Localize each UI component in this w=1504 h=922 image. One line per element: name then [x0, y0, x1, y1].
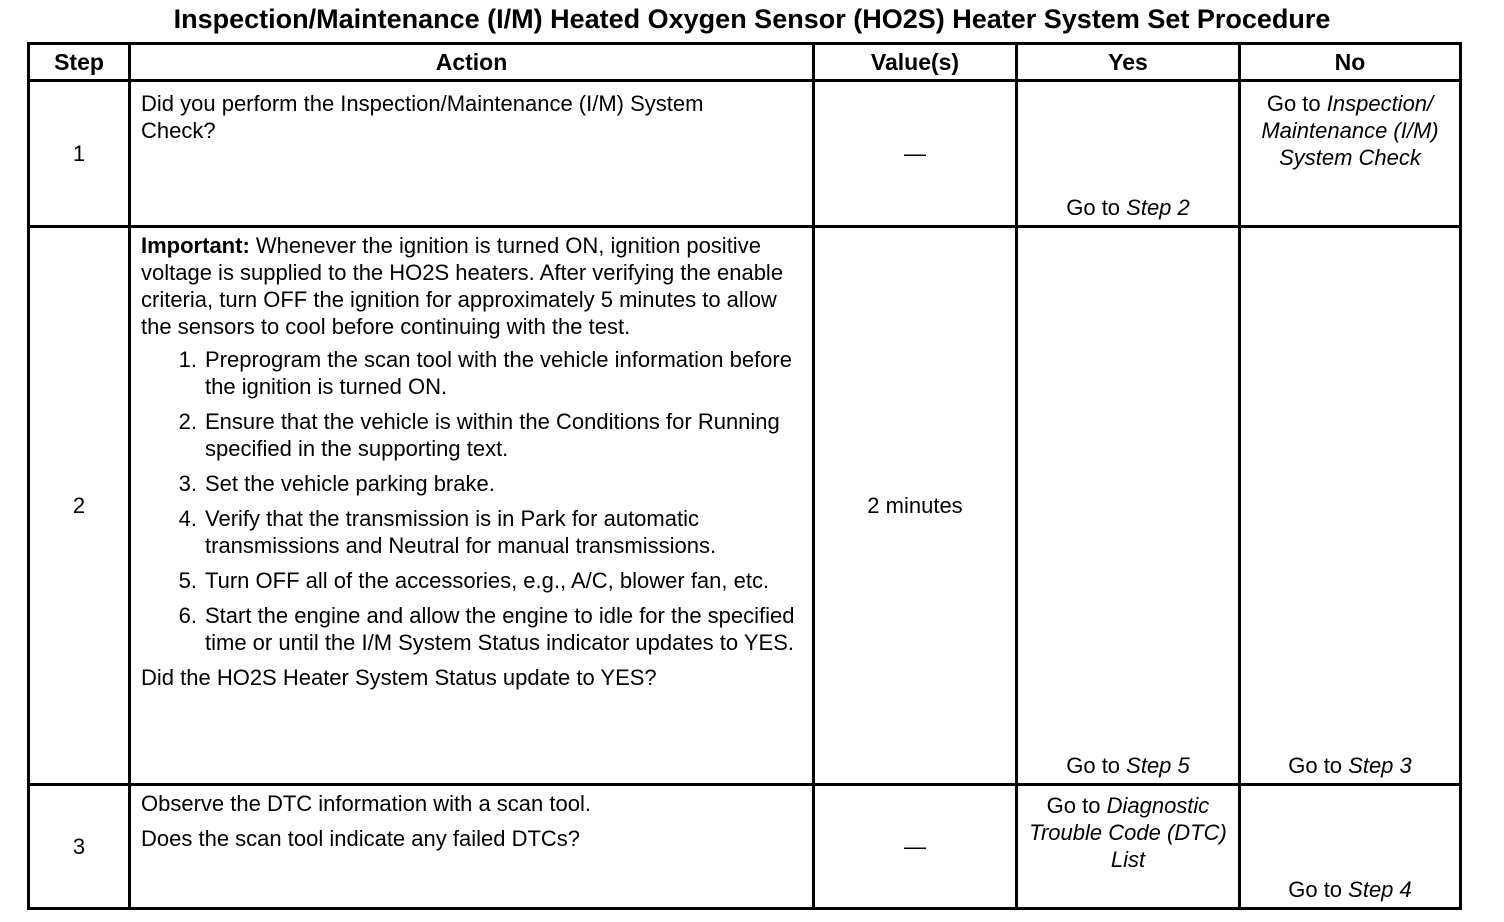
yes-link[interactable]: Go to Diagnostic Trouble Code (DTC) List	[1029, 793, 1227, 872]
table-row	[29, 81, 1461, 227]
substep-list	[141, 346, 802, 656]
yes-cell	[1017, 785, 1240, 909]
no-cell	[1240, 227, 1461, 785]
step-number: 1	[29, 81, 130, 227]
action-text: Observe the DTC information with a scan tool.	[141, 791, 591, 816]
header-no: No	[1240, 44, 1461, 81]
header-action: Action	[130, 44, 814, 81]
step-number: 3	[29, 785, 130, 909]
no-cell	[1240, 785, 1461, 909]
question-text: Does the scan tool indicate any failed DTCs?	[141, 826, 581, 851]
list-item: 3. Set the vehicle parking brake.	[178, 471, 495, 496]
action-text: Did you perform the Inspection/Maintenance (I/M) System Check?	[141, 91, 704, 143]
yes-cell	[1017, 227, 1240, 785]
important-note	[141, 232, 802, 340]
yes-link[interactable]: Go to Step 5	[1066, 753, 1190, 778]
important-text: Whenever the ignition is turned ON, ignition positive voltage is supplied to the HO2S heaters. After verifying the enable criteria, turn OFF the ignition for approximately 5 minutes to allow the sensors to cool before continuing with the test.	[141, 233, 784, 339]
action-cell	[130, 227, 814, 785]
header-step: Step	[29, 44, 130, 81]
value-cell: 2 minutes	[814, 227, 1017, 785]
step-number: 2	[29, 227, 130, 785]
page-title: Inspection/Maintenance (I/M) Heated Oxygen Sensor (HO2S) Heater System Set Procedure	[173, 4, 1331, 34]
table-row	[29, 227, 1461, 785]
list-item: 6. Start the engine and allow the engine to idle for the specified time or until the I/M System Status indicator updates to YES.	[178, 603, 795, 655]
no-link[interactable]: Go to Step 4	[1288, 877, 1412, 902]
no-link[interactable]: Go to Inspection/ Maintenance (I/M) System Check	[1261, 91, 1439, 170]
header-row	[29, 44, 1461, 81]
value-cell: —	[814, 81, 1017, 227]
value-cell: —	[814, 785, 1017, 909]
question-text: Did the HO2S Heater System Status update to YES?	[141, 665, 657, 690]
important-label: Important:	[141, 233, 250, 258]
action-cell	[130, 785, 814, 909]
yes-link[interactable]: Go to Step 2	[1066, 195, 1190, 220]
procedure-table	[27, 42, 1462, 910]
list-item: 5. Turn OFF all of the accessories, e.g., A/C, blower fan, etc.	[178, 568, 770, 593]
no-cell	[1240, 81, 1461, 227]
table-row	[29, 785, 1461, 909]
list-item: 2. Ensure that the vehicle is within the Conditions for Running specified in the supporting text.	[178, 409, 780, 461]
list-item: 4. Verify that the transmission is in Park for automatic transmissions and Neutral for manual transmissions.	[178, 506, 717, 558]
header-yes: Yes	[1017, 44, 1240, 81]
no-link[interactable]: Go to Step 3	[1288, 753, 1412, 778]
yes-cell	[1017, 81, 1240, 227]
list-item: 1. Preprogram the scan tool with the vehicle information before the ignition is turned ON.	[178, 347, 792, 399]
action-cell	[130, 81, 814, 227]
header-values: Value(s)	[814, 44, 1017, 81]
